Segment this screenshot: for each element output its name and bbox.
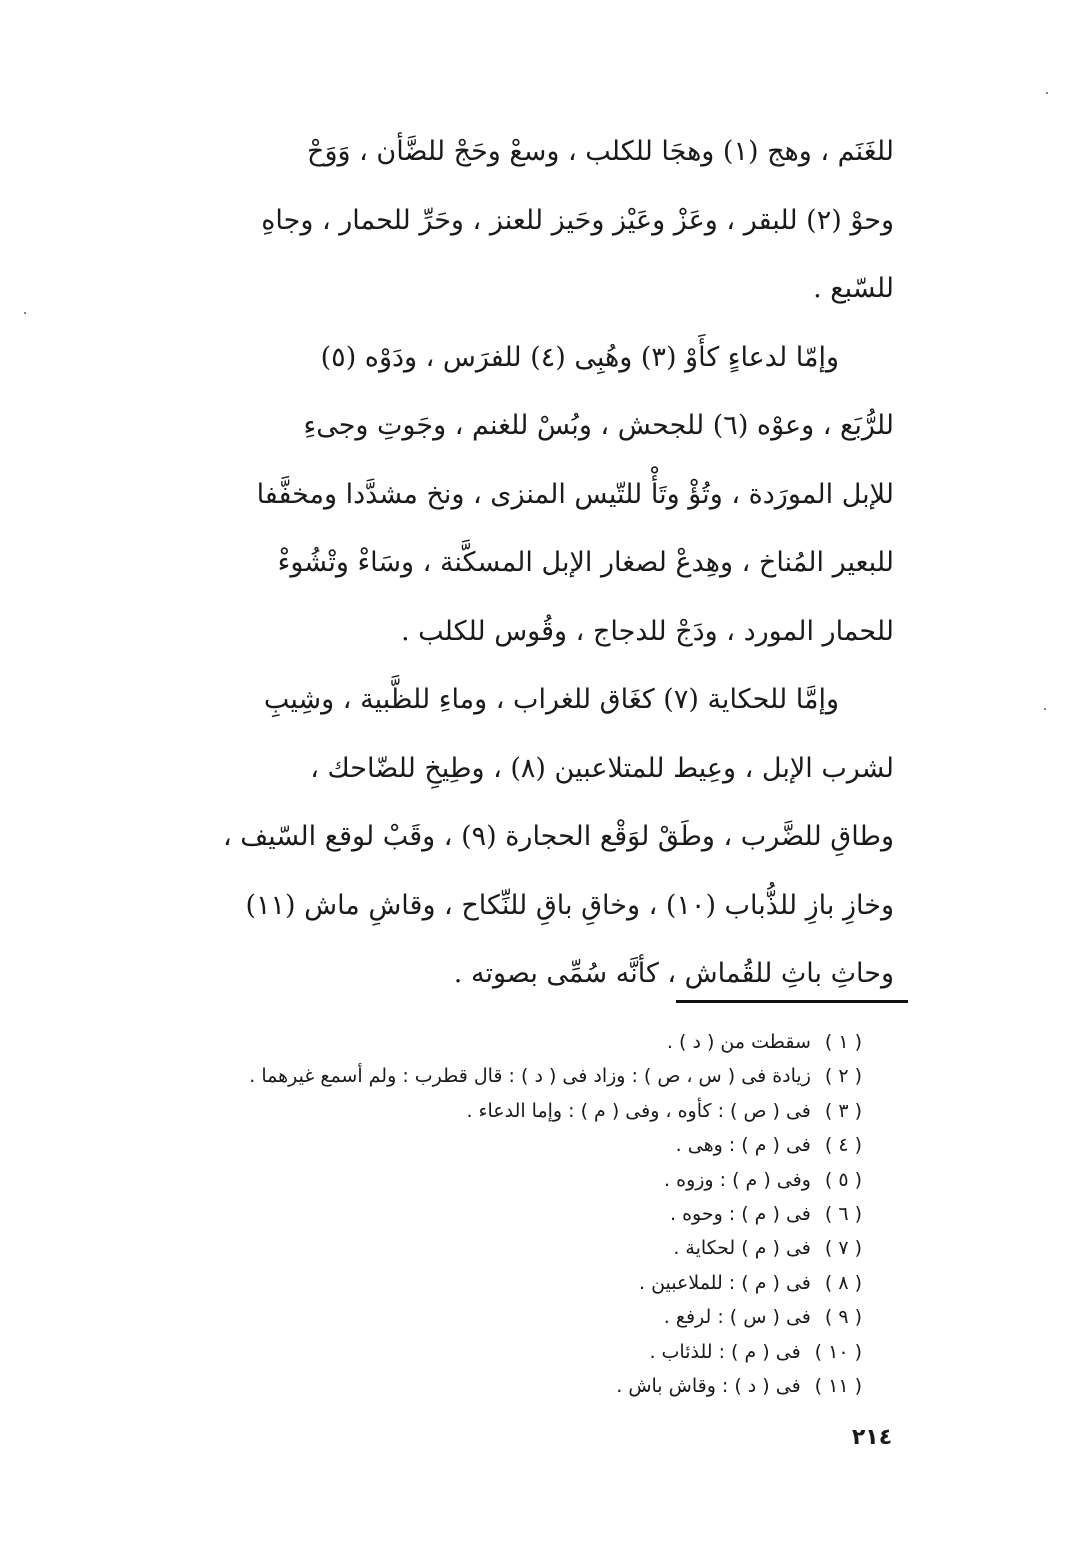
scan-speck	[1046, 92, 1048, 94]
text-line: لشرب الإبل ، وعِيط للمتلاعبين (٨) ، وطِيخِ للضّاحك ،	[310, 752, 894, 784]
footnote-text: سقطت من ( د ) .	[666, 1031, 811, 1053]
scan-speck	[1044, 708, 1046, 710]
footnote-number: ( ٢ )	[824, 1065, 862, 1088]
footnote	[212, 1128, 862, 1162]
footnote	[212, 1231, 862, 1265]
text-line: للسّبع .	[813, 273, 894, 304]
text-line: وإمَّا للحكاية (٧) كغَاق للغراب ، وماءِ للظَّبية ، وشِيبِ	[263, 684, 839, 715]
text-line: للبعير المُناخ ، وهِدعْ لصغار الإبل المسكَّنة ، وسَاءْ وتْشُوءْ	[277, 547, 894, 578]
footnote	[212, 1266, 862, 1300]
footnote-text: فى ( س ) : لرفع .	[663, 1306, 811, 1329]
footnote	[212, 1059, 862, 1093]
text-line: وحاثِ باثِ للقُماش ، كأنَّه سُمِّى بصوته .	[453, 958, 894, 989]
footnote-text: فى ( م ) : للملاعبين .	[639, 1271, 811, 1294]
footnote-number: ( ٣ )	[824, 1099, 862, 1122]
footnote-number: ( ٨ )	[824, 1271, 862, 1294]
page-number: ٢١٤	[851, 1425, 893, 1450]
footnote-text: فى ( م ) لحكاية .	[673, 1237, 811, 1260]
text-line: وطاقِ للضَّرب ، وطَقْ لوَقْع الحجارة (٩) ، وقَبْ لوقع السّيف ،	[222, 821, 894, 852]
footnote	[212, 1094, 862, 1128]
footnote-text: زيادة فى ( س ، ص ) : وزاد فى ( د ) : قال قطرب : ولم أسمع غيرهما .	[249, 1065, 811, 1088]
footnote	[212, 1335, 862, 1369]
footnote-number: ( ١١ )	[814, 1374, 862, 1397]
footnote-text: فى ( م ) : للذئاب .	[649, 1340, 801, 1363]
text-line: وإمّا لدعاءٍ كأَوْ (٣) وهُبِى (٤) للفرَس ، ودَوْه (٥)	[320, 341, 839, 373]
footnote-number: ( ٤ )	[824, 1134, 862, 1157]
text-line: وخازِ بازِ للذُّباب (١٠) ، وخاقِ باقِ للنِّكاح ، وقاشِ ماش (١١)	[245, 889, 894, 921]
footnote-number: ( ٩ )	[824, 1306, 862, 1329]
text-line: وحوْ (٢) للبقر ، وعَزْ وعَيْز وحَيز للعنز ، وحَرِّ للحمار ، وجاهِ	[261, 204, 894, 236]
footnote-text: وفى ( م ) : وزوه .	[664, 1168, 811, 1191]
footnote-text: فى ( م ) : وحوه .	[669, 1202, 811, 1225]
footnote	[212, 1369, 862, 1403]
text-line: للرُّبَع ، وعوْه (٦) للجحش ، وبُسْ للغنم ، وجَوتِ وجىءِ	[303, 410, 894, 441]
main-text-block	[169, 118, 894, 1009]
footnote	[212, 1300, 862, 1334]
footnote	[212, 1025, 862, 1059]
text-line: للغَنَم ، وهج (١) وهجَا للكلب ، وسعْ وحَجْ للضَّأن ، وَوَحْ	[307, 136, 894, 167]
footnote-number: ( ١٠ )	[814, 1340, 862, 1363]
footnote	[212, 1197, 862, 1231]
footnote-number: ( ٧ )	[824, 1237, 862, 1260]
footnote-number: ( ١ )	[824, 1031, 862, 1053]
text-line: للحمار المورد ، ودَجْ للدجاج ، وقُوس للكلب .	[400, 615, 894, 647]
scan-speck	[24, 312, 26, 314]
text-line: للإبل المورَدة ، وتُؤْ وتَأْ للتّيس المنزى ، ونخ مشدَّدا ومخفَّفا	[256, 478, 894, 510]
footnote-separator	[676, 1000, 908, 1003]
footnote-text: فى ( ص ) : كأوه ، وفى ( م ) : وإما الدعاء .	[466, 1099, 811, 1122]
footnote-text: فى ( د ) : وقاش باش .	[616, 1374, 801, 1397]
footnote-text: فى ( م ) : وهى .	[675, 1134, 811, 1157]
footnote-number: ( ٥ )	[824, 1168, 862, 1191]
footnote-number: ( ٦ )	[824, 1202, 862, 1225]
footnote	[212, 1163, 862, 1197]
footnotes-block	[212, 1025, 862, 1403]
